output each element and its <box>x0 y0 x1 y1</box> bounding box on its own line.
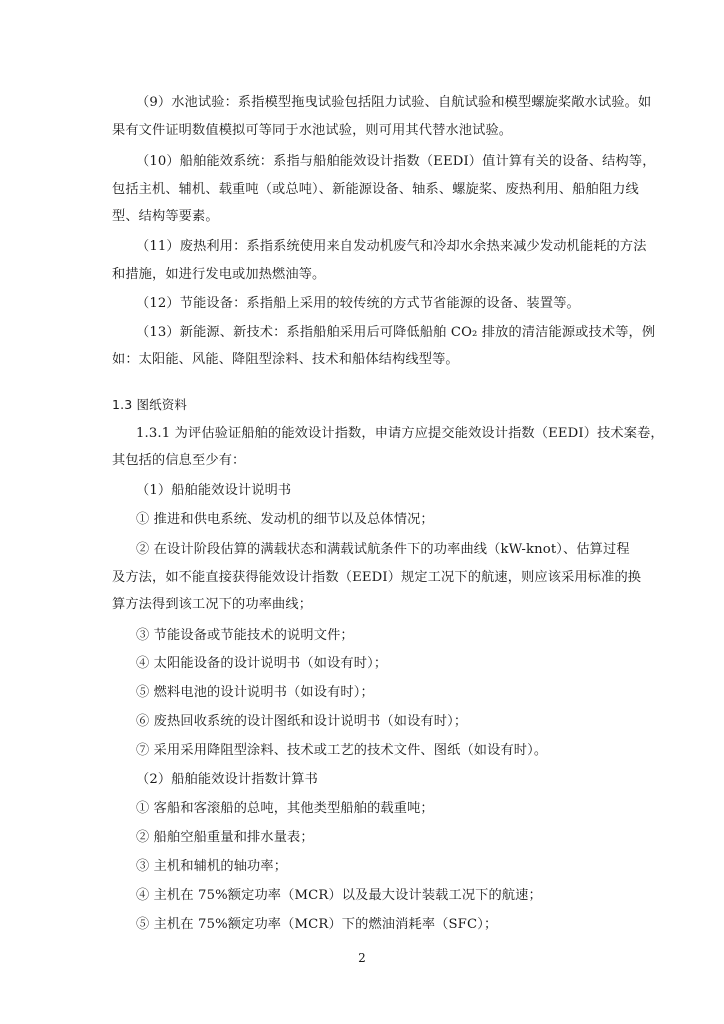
list-item: ④ 主机在 75%额定功率（MCR）以及最大设计装载工况下的航速； <box>136 888 542 903</box>
list-item: ③ 节能设备或节能技术的说明文件； <box>136 628 354 643</box>
list-item: ② 在设计阶段估算的满载状态和满载试航条件下的功率曲线（kW-knot）、估算过程 <box>136 542 630 557</box>
paragraph-line: 包括主机、辅机、载重吨（或总吨）、新能源设备、轴系、螺旋桨、废热利用、船舶阻力线 <box>112 182 639 197</box>
list-heading: （1）船舶能效设计说明书 <box>136 483 292 498</box>
paragraph-line: 型、结构等要素。 <box>112 209 219 224</box>
paragraph-line: （10）船舶能效系统：系指与船舶能效设计指数（EEDI）值计算有关的设备、结构等， <box>136 154 656 169</box>
list-item: ① 推进和供电系统、发动机的细节以及总体情况； <box>136 512 434 527</box>
list-item: ② 船舶空船重量和排水量表； <box>136 830 314 845</box>
paragraph-line: 和措施，如进行发电或加热燃油等。 <box>112 267 326 282</box>
paragraph-line: （12）节能设备：系指船上采用的较传统的方式节省能源的设备、装置等。 <box>136 296 580 311</box>
list-item: ④ 太阳能设备的设计说明书（如设有时）； <box>136 656 388 671</box>
page-number: 2 <box>358 951 366 965</box>
section-heading: 1.3 图纸资料 <box>112 397 188 412</box>
list-item: ⑤ 燃料电池的设计说明书（如设有时）； <box>136 685 374 700</box>
paragraph-line: 及方法，如不能直接获得能效设计指数（EEDI）规定工况下的航速，则应该采用标准的换 <box>112 570 642 585</box>
list-item: ⑤ 主机在 75%额定功率（MCR）下的燃油消耗率（SFC）； <box>136 917 498 932</box>
list-item: ① 客船和客滚船的总吨，其他类型船舶的载重吨； <box>136 801 434 816</box>
paragraph-line: 果有文件证明数值模拟可等同于水池试验，则可用其代替水池试验。 <box>112 123 513 138</box>
paragraph-line: （9）水池试验：系指模型拖曳试验包括阻力试验、自航试验和模型螺旋桨敞水试验。如 <box>136 95 652 110</box>
list-item: ③ 主机和辅机的轴功率； <box>136 859 288 874</box>
paragraph-line: （11）废热利用：系指系统使用来自发动机废气和冷却水余热来减少发动机能耗的方法 <box>136 239 647 254</box>
paragraph-line: 算方法得到该工况下的功率曲线； <box>112 597 313 612</box>
list-item: ⑥ 废热回收系统的设计图纸和设计说明书（如设有时）； <box>136 714 468 729</box>
paragraph-line: 其包括的信息至少有： <box>112 453 246 468</box>
list-item: ⑦ 采用采用降阻型涂料、技术或工艺的技术文件、图纸（如设有时）。 <box>136 743 548 758</box>
paragraph-line: （13）新能源、新技术：系指船舶采用后可降低船舶 CO₂ 排放的清洁能源或技术等，例 <box>136 325 656 340</box>
paragraph-line: 如：太阳能、风能、降阻型涂料、技术和船体结构线型等。 <box>112 352 459 367</box>
paragraph-line: 1.3.1 为评估验证船舶的能效设计指数，申请方应提交能效设计指数（EEDI）技术案卷， <box>136 426 664 441</box>
list-heading: （2）船舶能效设计指数计算书 <box>136 772 318 787</box>
